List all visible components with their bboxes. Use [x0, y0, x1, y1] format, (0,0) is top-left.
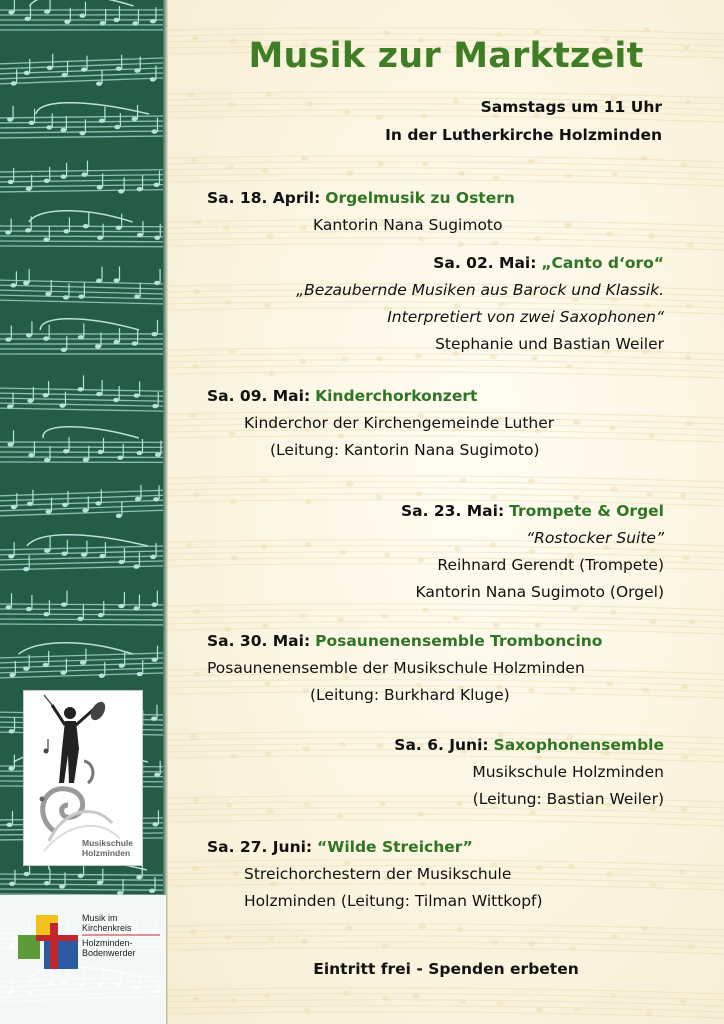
event-heading: [207, 838, 473, 856]
event-heading: [207, 387, 477, 405]
event-leader: Holzminden (Leitung: Tilman Wittkopf): [244, 892, 543, 910]
event-heading: [433, 254, 664, 272]
musikschule-logo: [23, 690, 143, 866]
admission-note: Eintritt frei - Spenden erbeten: [313, 960, 579, 978]
church-logo-text: Kirchenkreis: [82, 923, 132, 933]
sheet-music-pattern: [0, 0, 166, 1024]
event-title: Saxophonensemble: [493, 736, 664, 754]
event-performer: Stephanie und Bastian Weiler: [435, 335, 664, 353]
event-leader: (Leitung: Burkhard Kluge): [310, 686, 510, 704]
event-title: “Wilde Streicher”: [317, 838, 473, 856]
event-performer: Posaunenensemble der Musikschule Holzminden: [207, 659, 585, 677]
venue: In der Lutherkirche Holzminden: [385, 126, 662, 144]
event-performer: Kantorin Nana Sugimoto (Orgel): [415, 583, 664, 601]
event-description: “Rostocker Suite”: [526, 529, 664, 547]
event-title: Kinderchorkonzert: [315, 387, 478, 405]
church-logo-text: Bodenwerder: [82, 948, 136, 958]
event-date: Sa. 18. April:: [207, 189, 321, 207]
event-performer: Kinderchor der Kirchengemeinde Luther: [244, 414, 555, 432]
church-logo-text: Musik im: [82, 913, 118, 923]
cross-logo-icon: [0, 895, 166, 985]
school-logo-text: Holzminden: [82, 848, 131, 858]
event-leader: (Leitung: Bastian Weiler): [472, 790, 664, 808]
event-heading: [207, 189, 515, 207]
event-performer: Reihnard Gerendt (Trompete): [437, 556, 664, 574]
event-title: Posaunenensemble Tromboncino: [315, 632, 603, 650]
event-heading: [394, 736, 664, 754]
event-description: Interpretiert von zwei Saxophonen“: [387, 308, 664, 326]
event-performer: Streichorchestern der Musikschule: [244, 865, 512, 883]
event-title: „Canto d‘oro“: [541, 254, 664, 272]
event-date: Sa. 02. Mai:: [433, 254, 537, 272]
event-performer: Musikschule Holzminden: [472, 763, 664, 781]
page-title: Musik zur Marktzeit: [248, 36, 644, 76]
sheet-music-sidebar: [0, 0, 166, 1024]
schedule-time: Samstags um 11 Uhr: [480, 98, 662, 116]
conductor-icon: [24, 691, 142, 865]
event-date: Sa. 30. Mai:: [207, 632, 311, 650]
kirchenkreis-logo: [0, 895, 166, 1024]
event-date: Sa. 6. Juni:: [394, 736, 489, 754]
event-date: Sa. 27. Juni:: [207, 838, 313, 856]
event-title: Orgelmusik zu Ostern: [325, 189, 515, 207]
event-performer: Kantorin Nana Sugimoto: [313, 216, 503, 234]
event-leader: (Leitung: Kantorin Nana Sugimoto): [270, 441, 540, 459]
event-heading: [207, 632, 602, 650]
event-date: Sa. 23. Mai:: [400, 502, 505, 520]
church-logo-text: Holzminden-: [82, 938, 133, 948]
event-date: Sa. 09. Mai:: [207, 387, 311, 405]
school-logo-text: Musikschule: [82, 838, 134, 848]
event-heading: [401, 502, 664, 520]
event-description: „Bezaubernde Musiken aus Barock und Klassik.: [296, 281, 664, 299]
event-title: Trompete & Orgel: [509, 502, 664, 520]
